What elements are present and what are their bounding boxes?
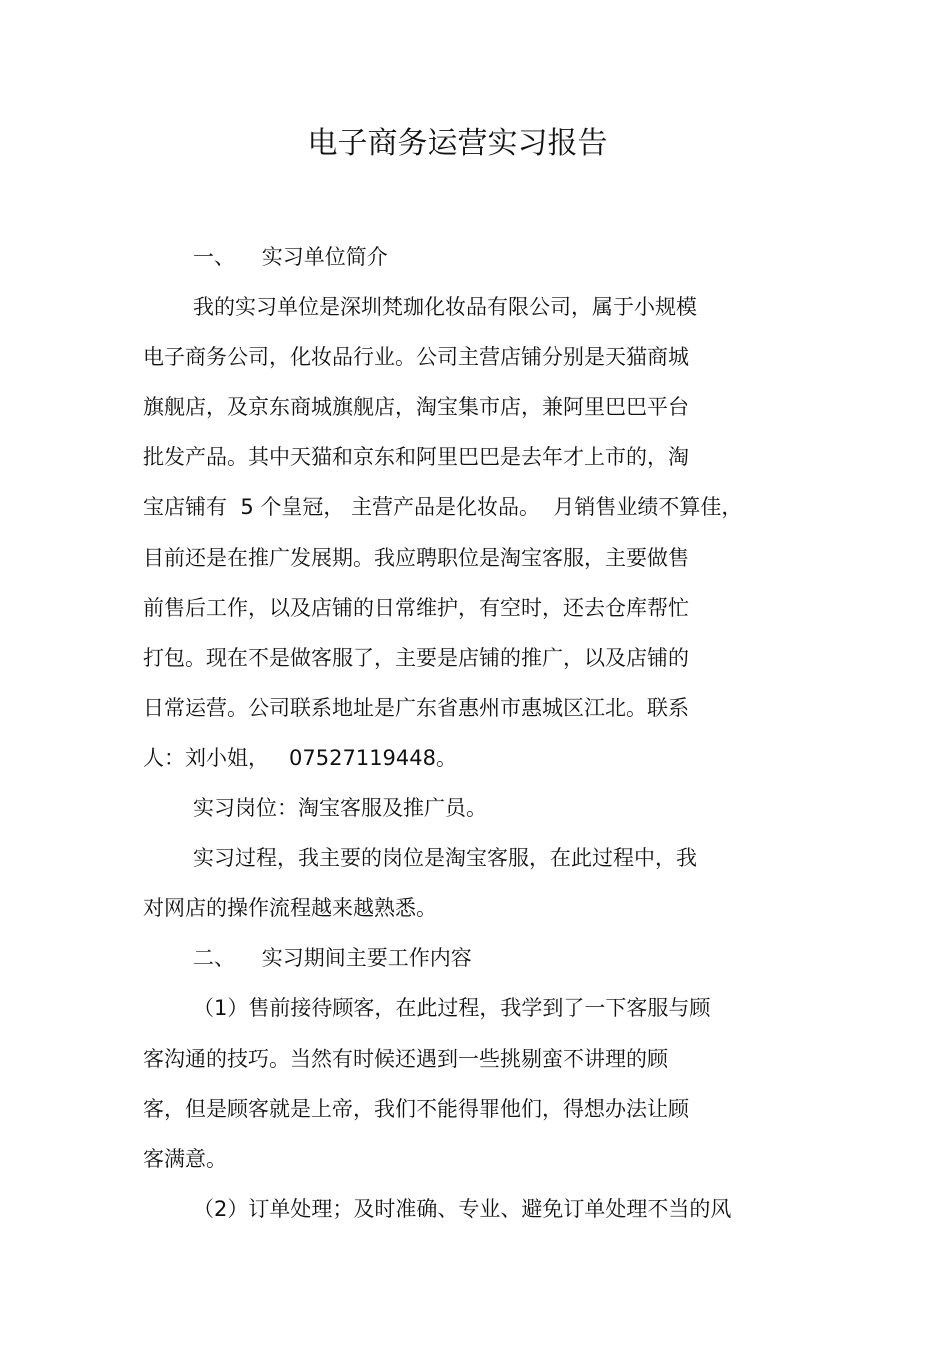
document-body: [143, 232, 803, 1234]
paragraph-line: 电子商务公司，化妆品行业。公司主营店铺分别是天猫商城: [143, 345, 689, 370]
paragraph-line: 客满意。: [143, 1146, 227, 1171]
paragraph-line: 客，但是顾客就是上帝，我们不能得罪他们，得想办法让顾: [143, 1096, 689, 1121]
paragraph-line: 宝店铺有 5 个皇冠， 主营产品是化妆品。 月销售业绩不算佳，: [143, 495, 743, 520]
paragraph-line: （1）售前接待顾客，在此过程，我学到了一下客服与顾: [193, 996, 711, 1021]
paragraph-line: 对网店的操作流程越来越熟悉。: [143, 896, 437, 921]
paragraph-line: 人：刘小姐， 07527119448。: [143, 745, 457, 770]
section-heading-2: 二、 实习期间主要工作内容: [193, 946, 472, 971]
paragraph-line: 目前还是在推广发展期。我应聘职位是淘宝客服，主要做售: [143, 545, 689, 570]
paragraph-line: 实习岗位：淘宝客服及推广员。: [193, 796, 487, 821]
paragraph-line: 批发产品。其中天猫和京东和阿里巴巴是去年才上市的，淘: [143, 445, 689, 470]
paragraph-line: 客沟通的技巧。当然有时候还遇到一些挑剔蛮不讲理的顾: [143, 1046, 668, 1071]
paragraph-line: 打包。现在不是做客服了，主要是店铺的推广，以及店铺的: [143, 645, 689, 670]
paragraph-line: 日常运营。公司联系地址是广东省惠州市惠城区江北。联系: [143, 695, 689, 720]
paragraph-line: 实习过程，我主要的岗位是淘宝客服，在此过程中，我: [193, 846, 697, 871]
paragraph-line: 前售后工作，以及店铺的日常维护，有空时，还去仓库帮忙: [143, 595, 689, 620]
section-heading-1: 一、 实习单位简介: [193, 245, 388, 269]
paragraph-line: 我的实习单位是深圳梵珈化妆品有限公司，属于小规模: [193, 295, 697, 320]
paragraph-line: 旗舰店，及京东商城旗舰店，淘宝集市店，兼阿里巴巴平台: [143, 395, 689, 420]
document-title: 电子商务运营实习报告: [307, 126, 608, 161]
paragraph-line: （2）订单处理；及时准确、专业、避免订单处理不当的风: [193, 1196, 732, 1221]
